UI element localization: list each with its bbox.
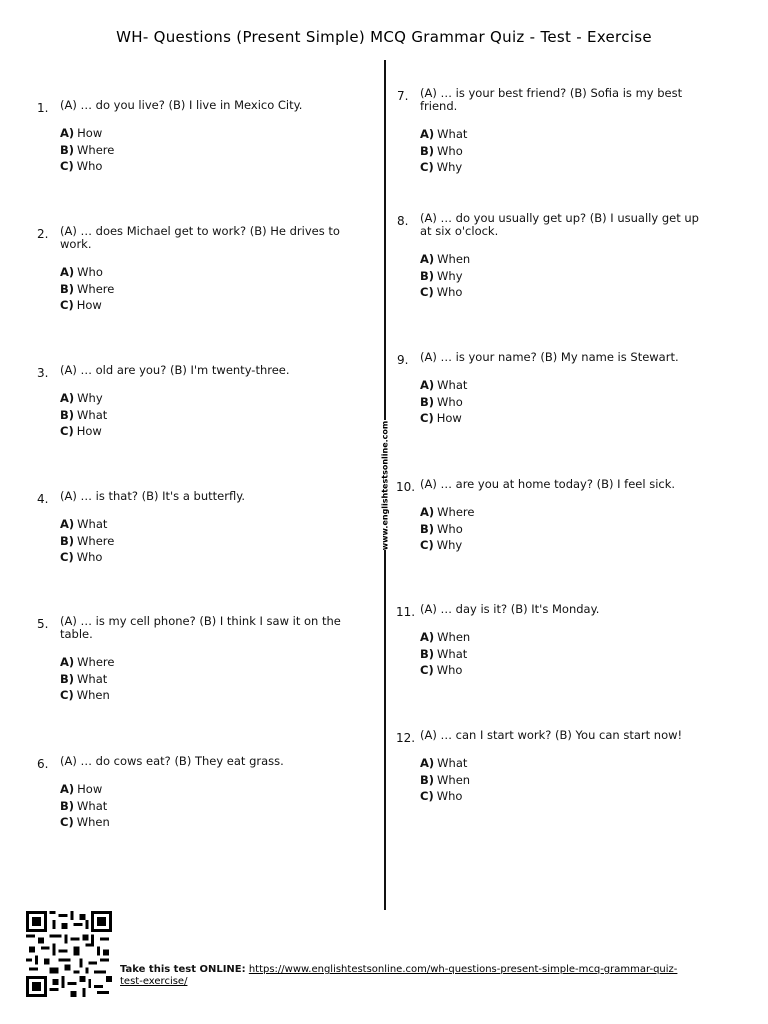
option-text: Why bbox=[77, 391, 103, 405]
option-text: Why bbox=[437, 268, 463, 283]
option-text: What bbox=[77, 407, 108, 422]
option-letter: B) bbox=[60, 671, 75, 686]
answer-option[interactable] bbox=[420, 394, 710, 411]
option-letter: C) bbox=[420, 789, 434, 803]
answer-options bbox=[60, 654, 350, 704]
question-text: (A) … do you live? (B) I live in Mexico City. bbox=[60, 98, 303, 112]
answer-option[interactable] bbox=[60, 423, 350, 440]
option-text: Where bbox=[77, 655, 115, 669]
question-text: (A) … old are you? (B) I'm twenty-three. bbox=[60, 363, 290, 377]
question-7 bbox=[397, 86, 710, 176]
answer-option[interactable] bbox=[420, 284, 710, 301]
option-text: What bbox=[437, 378, 468, 392]
question-number: 2. bbox=[37, 227, 49, 241]
option-letter: B) bbox=[60, 407, 75, 422]
option-text: What bbox=[437, 127, 468, 141]
question-text: (A) … day is it? (B) It's Monday. bbox=[420, 602, 600, 616]
option-letter: B) bbox=[60, 798, 75, 813]
answer-option[interactable] bbox=[420, 143, 710, 160]
answer-options bbox=[60, 264, 350, 314]
option-text: Where bbox=[77, 281, 115, 296]
option-text: How bbox=[76, 298, 102, 312]
question-6 bbox=[37, 754, 350, 831]
option-letter: B) bbox=[420, 772, 435, 787]
answer-option[interactable] bbox=[420, 410, 710, 427]
answer-option[interactable] bbox=[420, 537, 710, 554]
question-text: (A) … can I start work? (B) You can start now! bbox=[420, 728, 683, 742]
answer-option[interactable] bbox=[420, 268, 710, 285]
option-text: What bbox=[437, 646, 468, 661]
option-text: Who bbox=[437, 143, 463, 158]
option-text: Who bbox=[76, 550, 103, 564]
answer-option[interactable] bbox=[420, 629, 710, 646]
option-letter: B) bbox=[60, 142, 75, 157]
answer-option[interactable] bbox=[60, 158, 350, 175]
answer-option[interactable] bbox=[60, 142, 350, 159]
option-letter: C) bbox=[60, 688, 74, 702]
question-2 bbox=[37, 224, 350, 314]
option-text: Who bbox=[437, 394, 463, 409]
option-letter: A) bbox=[420, 127, 435, 141]
answer-option[interactable] bbox=[60, 281, 350, 298]
option-text: Why bbox=[436, 160, 463, 174]
page-title: WH- Questions (Present Simple) MCQ Grammar Quiz - Test - Exercise bbox=[116, 28, 652, 46]
option-text: What bbox=[77, 517, 108, 531]
answer-option[interactable] bbox=[420, 251, 710, 268]
option-letter: A) bbox=[60, 517, 75, 531]
option-text: Where bbox=[77, 142, 115, 157]
question-text: (A) … is your name? (B) My name is Stewart. bbox=[420, 350, 679, 364]
option-letter: C) bbox=[420, 160, 434, 174]
answer-option[interactable] bbox=[60, 516, 350, 533]
answer-options bbox=[420, 755, 710, 805]
answer-options bbox=[420, 126, 710, 176]
answer-options bbox=[420, 629, 710, 679]
option-letter: C) bbox=[60, 815, 74, 829]
option-text: Who bbox=[77, 265, 103, 279]
option-letter: C) bbox=[60, 424, 74, 438]
option-text: Who bbox=[437, 521, 463, 536]
option-letter: C) bbox=[60, 298, 74, 312]
option-text: Who bbox=[436, 789, 463, 803]
question-text: (A) … do you usually get up? (B) I usually get up at six o'clock. bbox=[420, 211, 699, 238]
option-letter: A) bbox=[420, 252, 435, 266]
answer-option[interactable] bbox=[60, 533, 350, 550]
question-number: 11. bbox=[396, 605, 416, 619]
option-letter: A) bbox=[60, 782, 75, 796]
option-letter: B) bbox=[60, 533, 75, 548]
option-text: When bbox=[76, 815, 110, 829]
option-text: Who bbox=[436, 285, 463, 299]
option-text: Who bbox=[76, 159, 103, 173]
option-text: When bbox=[437, 630, 471, 644]
question-10 bbox=[396, 477, 710, 554]
answer-option[interactable] bbox=[60, 407, 350, 424]
footer-link[interactable]: https://www.englishtestsonline.com/wh-questions-present-simple-mcq-grammar-quiz-test-exercise/ bbox=[120, 964, 678, 987]
question-text: (A) … is your best friend? (B) Sofia is my best friend. bbox=[420, 86, 683, 113]
answer-options bbox=[60, 125, 350, 175]
question-number: 10. bbox=[396, 480, 416, 494]
question-9 bbox=[397, 350, 710, 427]
answer-option[interactable] bbox=[60, 549, 350, 566]
option-text: When bbox=[76, 688, 110, 702]
option-letter: C) bbox=[420, 411, 434, 425]
option-text: How bbox=[77, 782, 103, 796]
option-text: Who bbox=[436, 663, 463, 677]
question-text: (A) … do cows eat? (B) They eat grass. bbox=[60, 754, 284, 768]
question-11 bbox=[396, 602, 710, 679]
option-text: Where bbox=[437, 505, 475, 519]
option-text: What bbox=[77, 798, 108, 813]
option-letter: A) bbox=[60, 265, 75, 279]
answer-options bbox=[420, 504, 710, 554]
option-letter: A) bbox=[60, 655, 75, 669]
question-8 bbox=[397, 211, 710, 301]
answer-option[interactable] bbox=[60, 798, 350, 815]
option-letter: C) bbox=[420, 285, 434, 299]
question-text: (A) … does Michael get to work? (B) He drives to work. bbox=[60, 224, 340, 251]
question-number: 12. bbox=[396, 731, 416, 745]
answer-option[interactable] bbox=[420, 788, 710, 805]
question-number: 4. bbox=[37, 492, 49, 506]
option-letter: C) bbox=[60, 159, 74, 173]
answer-option[interactable] bbox=[60, 671, 350, 688]
option-text: Where bbox=[77, 533, 115, 548]
question-number: 1. bbox=[37, 101, 49, 115]
option-text: How bbox=[76, 424, 102, 438]
question-text: (A) … is my cell phone? (B) I think I saw it on the table. bbox=[60, 614, 341, 641]
answer-option[interactable] bbox=[60, 814, 350, 831]
option-letter: A) bbox=[60, 391, 75, 405]
question-number: 8. bbox=[397, 214, 409, 228]
question-number: 9. bbox=[397, 353, 409, 367]
option-text: How bbox=[436, 411, 462, 425]
answer-option[interactable] bbox=[420, 126, 710, 143]
site-watermark-text: www.englishtestsonline.com bbox=[380, 420, 390, 550]
answer-option[interactable] bbox=[60, 781, 350, 798]
option-text: When bbox=[437, 252, 471, 266]
question-number: 7. bbox=[397, 89, 409, 103]
answer-option[interactable] bbox=[60, 687, 350, 704]
answer-option[interactable] bbox=[60, 264, 350, 281]
option-text: Why bbox=[436, 538, 463, 552]
question-5 bbox=[37, 614, 350, 704]
footer-lead: Take this test ONLINE: bbox=[120, 964, 246, 975]
question-1 bbox=[37, 98, 350, 175]
option-letter: B) bbox=[60, 281, 75, 296]
answer-option[interactable] bbox=[420, 755, 710, 772]
option-letter: B) bbox=[420, 143, 435, 158]
question-number: 3. bbox=[37, 366, 49, 380]
option-letter: A) bbox=[420, 378, 435, 392]
answer-options bbox=[60, 781, 350, 831]
answer-option[interactable] bbox=[420, 377, 710, 394]
option-letter: B) bbox=[420, 268, 435, 283]
answer-option[interactable] bbox=[420, 521, 710, 538]
answer-options bbox=[60, 516, 350, 566]
option-letter: B) bbox=[420, 521, 435, 536]
question-4 bbox=[37, 489, 350, 566]
answer-options bbox=[420, 251, 710, 301]
question-12 bbox=[396, 728, 710, 805]
question-number: 5. bbox=[37, 617, 49, 631]
site-watermark-vertical bbox=[378, 420, 392, 550]
question-text: (A) … is that? (B) It's a butterfly. bbox=[60, 489, 246, 503]
option-letter: A) bbox=[420, 505, 435, 519]
option-letter: C) bbox=[60, 550, 74, 564]
option-letter: B) bbox=[420, 646, 435, 661]
option-letter: A) bbox=[420, 630, 435, 644]
option-text: What bbox=[437, 756, 468, 770]
answer-options bbox=[60, 390, 350, 440]
option-text: How bbox=[77, 126, 103, 140]
option-letter: C) bbox=[420, 538, 434, 552]
question-number: 6. bbox=[37, 757, 49, 771]
option-text: What bbox=[77, 671, 108, 686]
answer-option[interactable] bbox=[420, 662, 710, 679]
question-3 bbox=[37, 363, 350, 440]
answer-option[interactable] bbox=[420, 159, 710, 176]
answer-options bbox=[420, 377, 710, 427]
option-letter: C) bbox=[420, 663, 434, 677]
answer-option[interactable] bbox=[60, 390, 350, 407]
option-letter: B) bbox=[420, 394, 435, 409]
answer-option[interactable] bbox=[420, 646, 710, 663]
answer-option[interactable] bbox=[60, 654, 350, 671]
answer-option[interactable] bbox=[420, 772, 710, 789]
qr-code-icon bbox=[24, 911, 114, 997]
footer bbox=[120, 964, 680, 988]
answer-option[interactable] bbox=[60, 125, 350, 142]
answer-option[interactable] bbox=[420, 504, 710, 521]
question-text: (A) … are you at home today? (B) I feel sick. bbox=[420, 477, 676, 491]
answer-option[interactable] bbox=[60, 297, 350, 314]
option-letter: A) bbox=[60, 126, 75, 140]
option-text: When bbox=[437, 772, 471, 787]
option-letter: A) bbox=[420, 756, 435, 770]
